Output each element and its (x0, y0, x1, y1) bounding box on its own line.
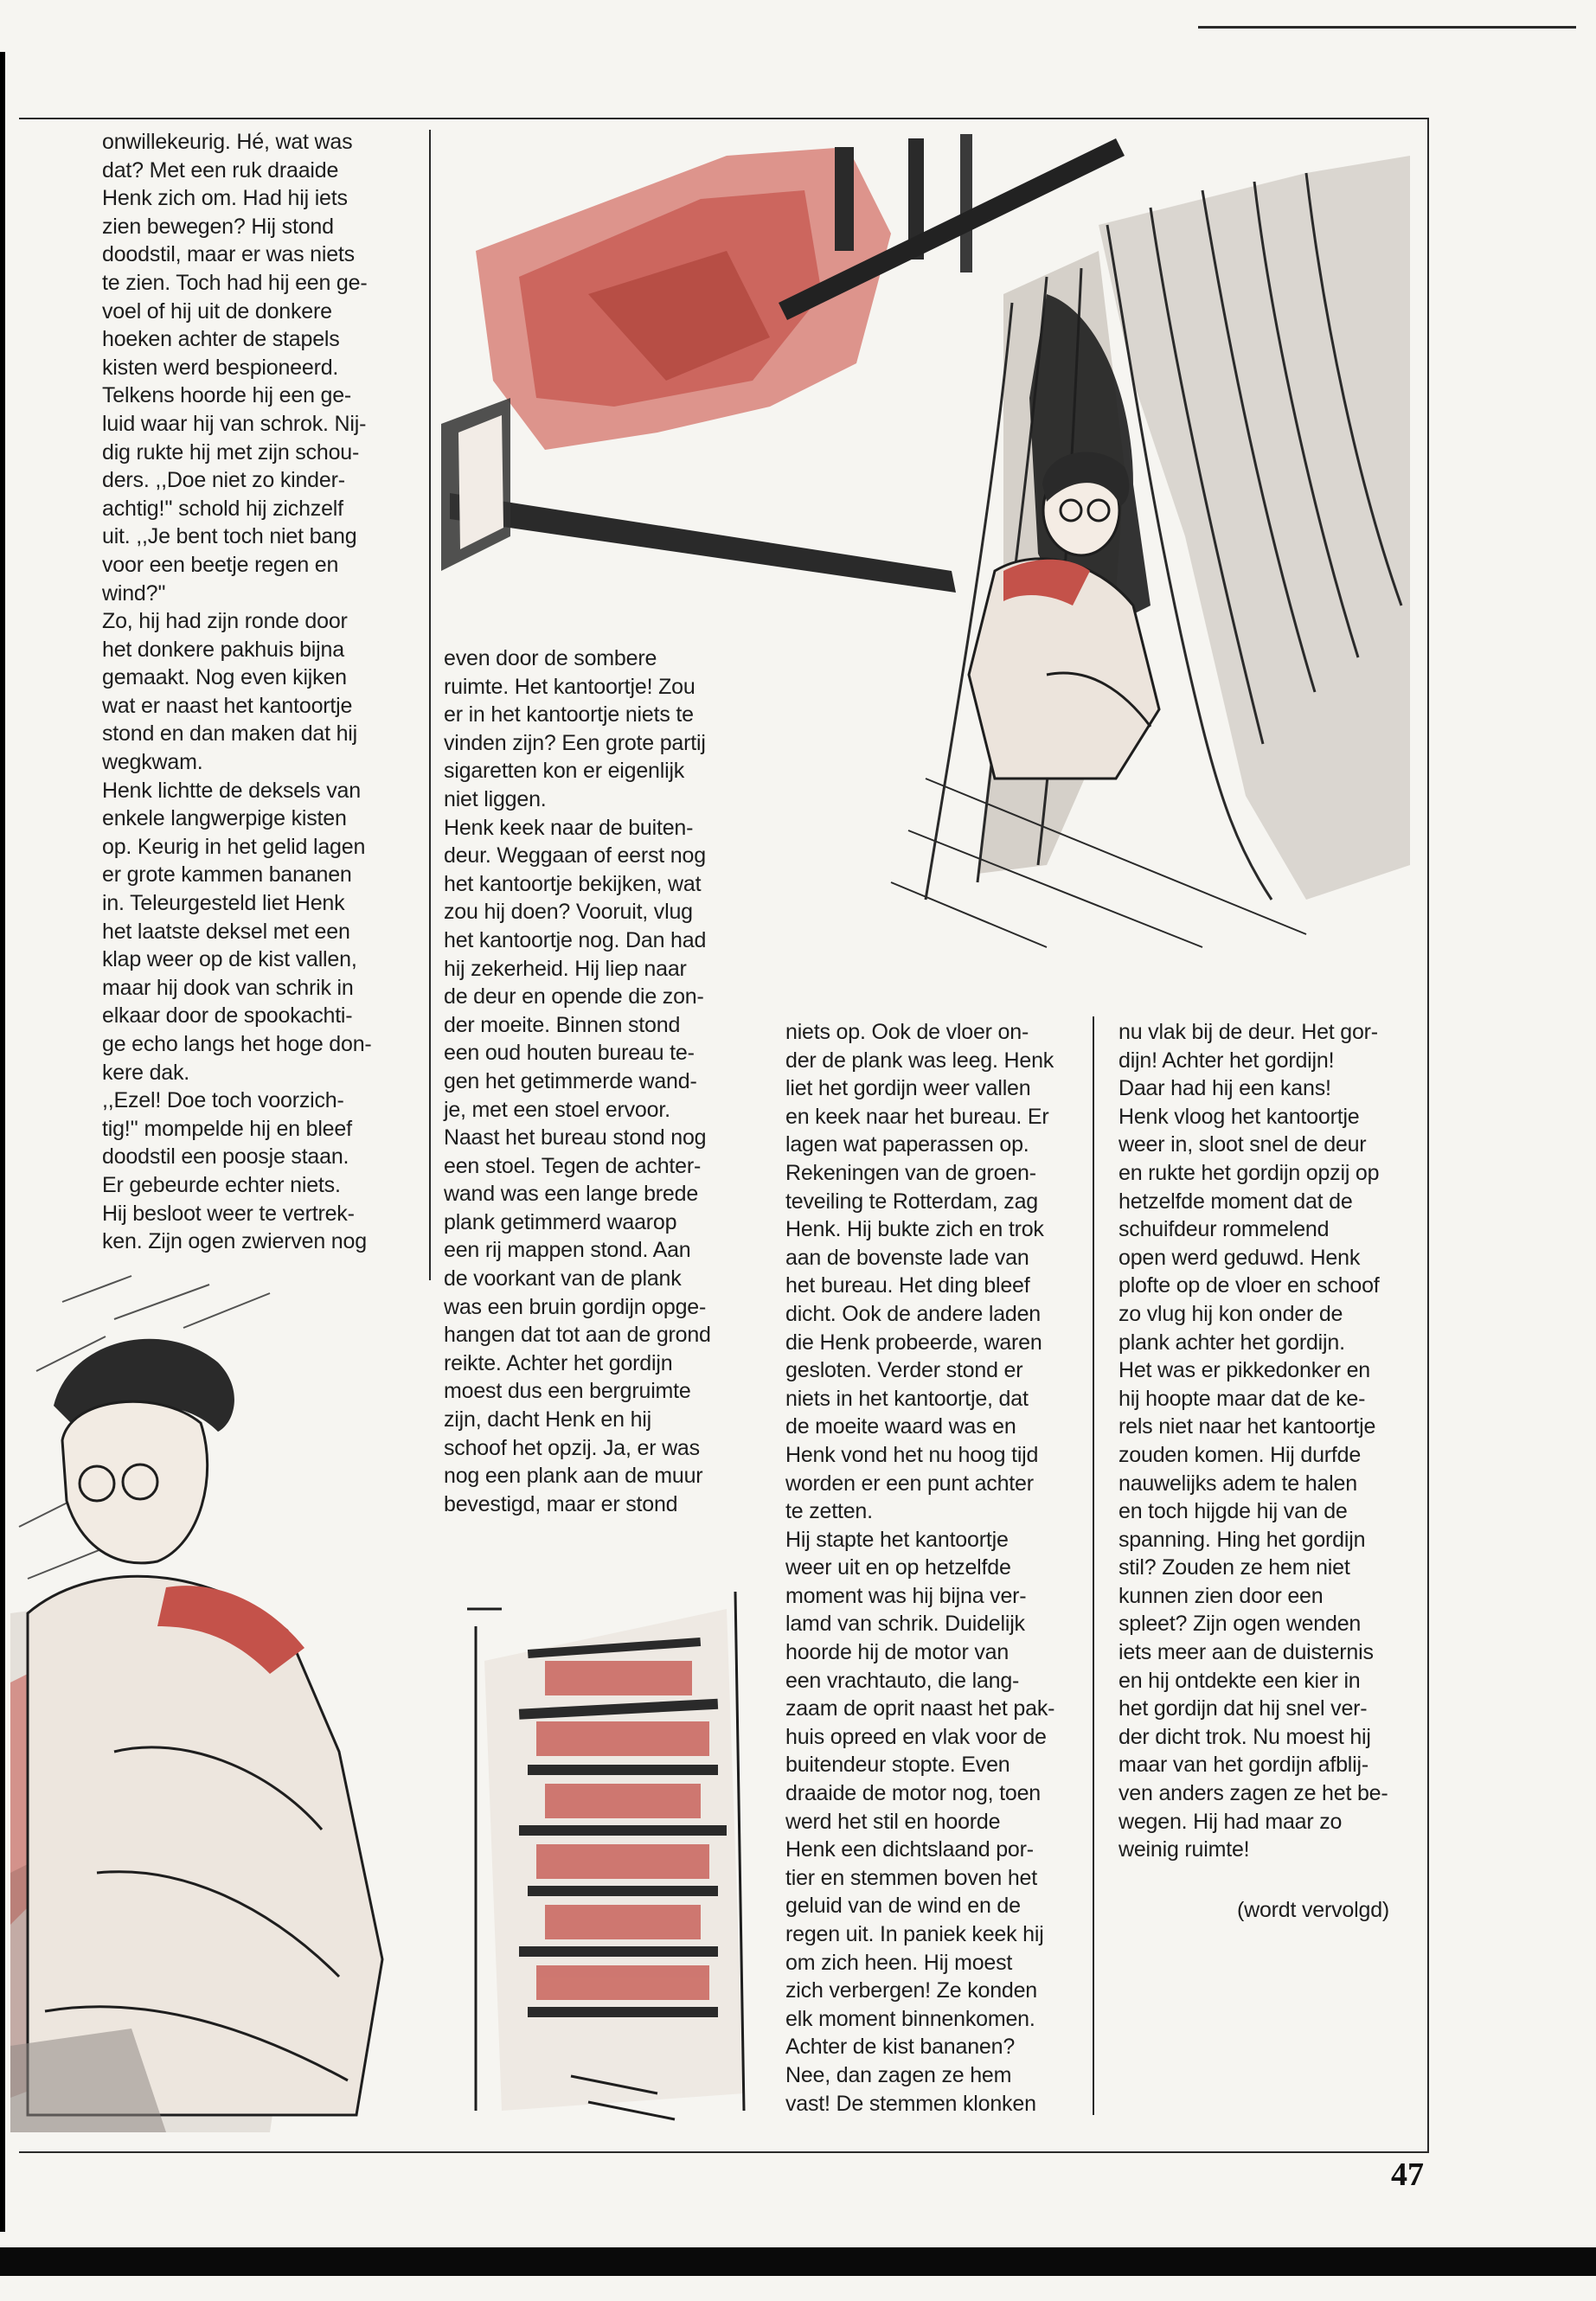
frame-right-line (1427, 118, 1429, 2152)
story-column-4: nu vlak bij de deur. Het gor- dijn! Achter het gordijn! Daar had hij een kans! Henk vloog het kantoortje weer in, sloot snel de deur en rukte het gordijn opzij op hetzelfde moment dat de schuifdeur rommelend open werd geduwd. Henk plofte op de vloer en schoof zo vlug hij kon onder de plank achter het gordijn. Het was er pikkedonker en hij hoopte maar dat de ke- rels niet naar het kantoortje zouden komen. Hij durfde nauwelijks adem te halen en toch hijgde hij van de spanning. Hing het gordijn stil? Zouden ze hem niet kunnen zien door een spleet? Zijn ogen wenden iets meer aan de duisternis en hij ontdekte een kier in het gordijn dat hij snel ver- der dicht trok. Nu moest hij maar van het gordijn afblij- ven anders zagen ze het be- wegen. Hij had maar zo weinig ruimte! (1118, 1020, 1388, 1862)
column-separator-2 (1093, 1016, 1094, 2115)
illustration-henk-portrait (10, 1267, 434, 2150)
top-rule (1198, 26, 1576, 29)
story-column-3: niets op. Ook de vloer on- der de plank was leeg. Henk liet het gordijn weer vallen en keek naar het bureau. Er lagen wat paperassen op. Rekeningen van de groen- teveiling te Rotterdam, zag Henk. Hij bukte zich en trok aan de bovenste lade van het bureau. Het ding bleef dicht. Ook de andere laden die Henk probeerde, waren gesloten. Verder stond er niets in het kantoortje, dat de moeite waard was en Henk vond het nu hoog tijd worden er een punt achter te zetten. Hij stapte het kantoortje weer uit en op hetzelfde moment was hij bijna ver- lamd van schrik. Duidelijk hoorde hij de motor van een vrachtauto, die lang- zaam de oprit naast het pak- huis opreed en vlak voor de buitendeur stopte. Even draaide de motor nog, toen werd het stil en hoorde Henk een dichtslaand por- tier en stemmen boven het geluid van de wind en de regen uit. In paniek keek hij om zich heen. Hij moest zich verbergen! Ze konden elk moment binnenkomen. Achter de kist bananen? Nee, dan zagen ze hem vast! De stemmen klonken (785, 1020, 1055, 2116)
page-number: 47 (1391, 2157, 1424, 2193)
column-separator-1 (429, 130, 431, 1280)
left-edge-bar (0, 52, 5, 2232)
frame-bottom-line (19, 2151, 1429, 2153)
story-column-1: onwillekeurig. Hé, wat was dat? Met een ruk draaide Henk zich om. Had hij iets zien bewegen? Hij stond doodstil, maar er was niets te zien. Toch had hij een ge- voel of hij uit de donkere hoeken achter de stapels kisten werd bespioneerd. Telkens hoorde hij een ge- luid waar hij van schrok. Nij- dig rukte hij met zijn schou- ders. ,,Doe niet zo kinder- achtig!'' schold hij zichzelf uit. ,,Je bent toch niet bang voor een beetje regen en wind?'' Zo, hij had zijn ronde door het donkere pakhuis bijna gemaakt. Nog even kijken wat er naast het kantoortje stond en dan maken dat hij wegkwam. Henk lichtte de deksels van enkele langwerpige kisten op. Keurig in het gelid lagen er grote kammen bananen in. Teleurgesteld liet Henk het laatste deksel met een klap weer op de kist vallen, maar hij dook van schrik in elkaar door de spookachti- ge echo langs het hoge don- kere dak. ,,Ezel! Doe toch voorzich- tig!'' mompelde hij en bleef doodstil een poosje staan. Er gebeurde echter niets. Hij besloot weer te vertrek- ken. Zijn ogen zwierven nog (102, 130, 372, 1254)
bottom-edge-bar (0, 2247, 1596, 2276)
story-column-2: even door de sombere ruimte. Het kantoortje! Zou er in het kantoortje niets te vinden zijn? Een grote partij sigaretten kon er eigenlijk niet liggen. Henk keek naar de buiten- deur. Weggaan of eerst nog het kantoortje bekijken, wat zou hij doen? Vooruit, vlug het kantoortje nog. Dan had hij zekerheid. Hij liep naar de deur en opende die zon- der moeite. Binnen stond een oud houten bureau te- gen het getimmerde wand- je, met een stoel ervoor. Naast het bureau stond nog een stoel. Tegen de achter- wand was een lange brede plank getimmerd waarop een rij mappen stond. Aan de voorkant van de plank was een bruin gordijn opge- hangen dat tot aan de grond reikte. Achter het gordijn moest dus een bergruimte zijn, dacht Henk en hij schoof het opzij. Ja, er was nog een plank aan de muur bevestigd, maar er stond (444, 646, 711, 1516)
illustration-crates (467, 1557, 761, 2128)
frame-top-line (19, 118, 1427, 119)
continued-note: (wordt vervolgd) (1237, 1898, 1390, 1922)
